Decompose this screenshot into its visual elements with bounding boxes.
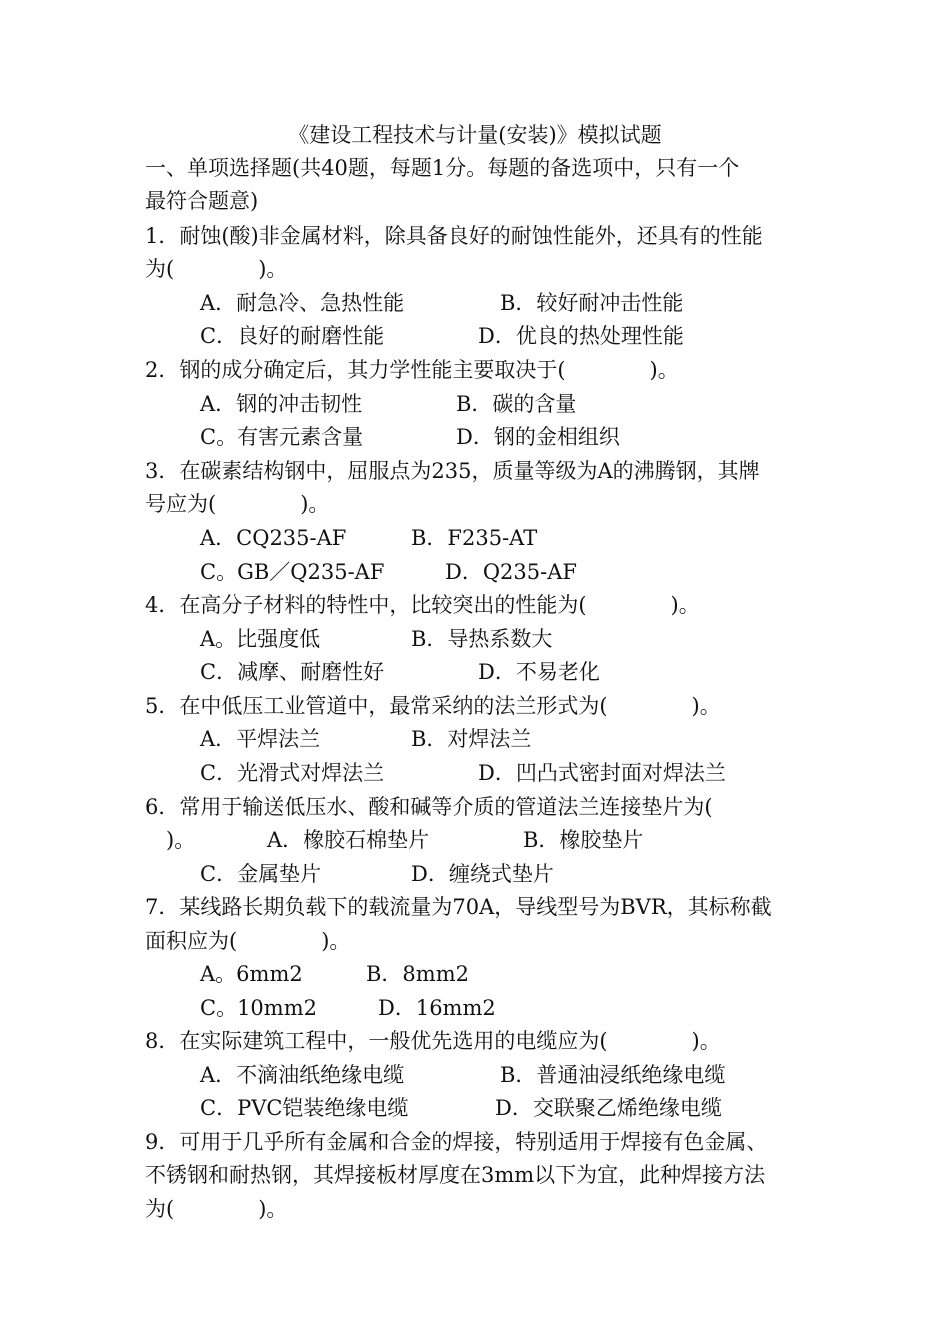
question-3-option-d: D．Q235-AF: [445, 560, 577, 584]
question-8-option-d: D．交联聚乙烯绝缘电缆: [495, 1096, 722, 1120]
question-8-option-a: A．不滴油纸绝缘电缆: [200, 1063, 405, 1087]
question-2-option-a: A．钢的冲击韧性: [200, 392, 363, 416]
question-5-option-a: A．平焊法兰: [200, 727, 321, 751]
question-3-stem-line2: 号应为( )。: [145, 492, 330, 516]
question-5-option-d: D．凹凸式密封面对焊法兰: [478, 761, 726, 785]
question-9-stem-line1: 9．可用于几乎所有金属和合金的焊接，特别适用于焊接有色金属、: [145, 1130, 768, 1154]
question-9-stem-line3: 为( )。: [145, 1197, 288, 1221]
question-5-stem-line1: 5．在中低压工业管道中，最常采纳的法兰形式为( )。: [145, 694, 721, 718]
question-7-stem-line1: 7．某线路长期负载下的载流量为70A，导线型号为BVR，其标称截: [145, 895, 772, 919]
question-6-option-c: C．金属垫片: [200, 862, 322, 886]
question-5-option-c: C．光滑式对焊法兰: [200, 761, 385, 785]
question-6-stem-line1: 6．常用于输送低压水、酸和碱等介质的管道法兰连接垫片为(: [145, 795, 713, 819]
question-3-option-b: B．F235-AT: [411, 526, 538, 550]
question-7-stem-line2: 面积应为( )。: [145, 929, 351, 953]
question-3-stem-line1: 3．在碳素结构钢中，屈服点为235，质量等级为A的沸腾钢，其牌: [145, 459, 760, 483]
question-1-option-a: A．耐急冷、急热性能: [200, 291, 405, 315]
question-4-option-b: B．导热系数大: [411, 627, 553, 651]
question-4-option-a: A。比强度低: [200, 627, 321, 651]
question-5-option-b: B．对焊法兰: [411, 727, 532, 751]
document-title: 《建设工程技术与计量(安装)》模拟试题: [288, 123, 662, 147]
question-2-stem-line1: 2．钢的成分确定后，其力学性能主要取决于( )。: [145, 358, 679, 382]
question-6-stem-line2: )。: [145, 828, 196, 852]
question-1-stem-line2: 为( )。: [145, 257, 288, 281]
question-2-option-c: C。有害元素含量: [200, 425, 364, 449]
question-6-option-a: A．橡胶石棉垫片: [267, 828, 430, 852]
question-3-option-a: A．CQ235-AF: [200, 526, 347, 550]
question-7-option-b: B．8mm2: [366, 962, 469, 986]
question-9-stem-line2: 不锈钢和耐热钢，其焊接板材厚度在3mm以下为宜，此种焊接方法: [145, 1163, 766, 1187]
question-4-stem-line1: 4．在高分子材料的特性中，比较突出的性能为( )。: [145, 593, 700, 617]
question-8-option-b: B．普通油浸纸绝缘电缆: [500, 1063, 726, 1087]
question-3-option-c: C。GB／Q235-AF: [200, 560, 385, 584]
question-8-stem-line1: 8．在实际建筑工程中，一般优先选用的电缆应为( )。: [145, 1029, 721, 1053]
question-1-stem-line1: 1．耐蚀(酸)非金属材料，除具备良好的耐蚀性能外，还具有的性能: [145, 224, 763, 248]
question-2-option-b: B．碳的含量: [456, 392, 577, 416]
question-4-option-c: C．减摩、耐磨性好: [200, 660, 385, 684]
question-8-option-c: C．PVC铠装绝缘电缆: [200, 1096, 409, 1120]
question-6-option-d: D．缠绕式垫片: [411, 862, 554, 886]
section-header-line2: 最符合题意): [145, 189, 259, 213]
question-7-option-a: A。6mm2: [200, 962, 303, 986]
question-1-option-b: B．较好耐冲击性能: [500, 291, 684, 315]
question-6-option-b: B．橡胶垫片: [523, 828, 644, 852]
question-4-option-d: D．不易老化: [478, 660, 600, 684]
section-header-line1: 一、单项选择题(共40题，每题1分。每题的备选项中，只有一个: [145, 156, 740, 180]
question-2-option-d: D．钢的金相组织: [456, 425, 620, 449]
question-1-option-c: C．良好的耐磨性能: [200, 324, 385, 348]
question-7-option-c: C。10mm2: [200, 996, 317, 1020]
question-7-option-d: D．16mm2: [378, 996, 496, 1020]
question-1-option-d: D．优良的热处理性能: [478, 324, 684, 348]
